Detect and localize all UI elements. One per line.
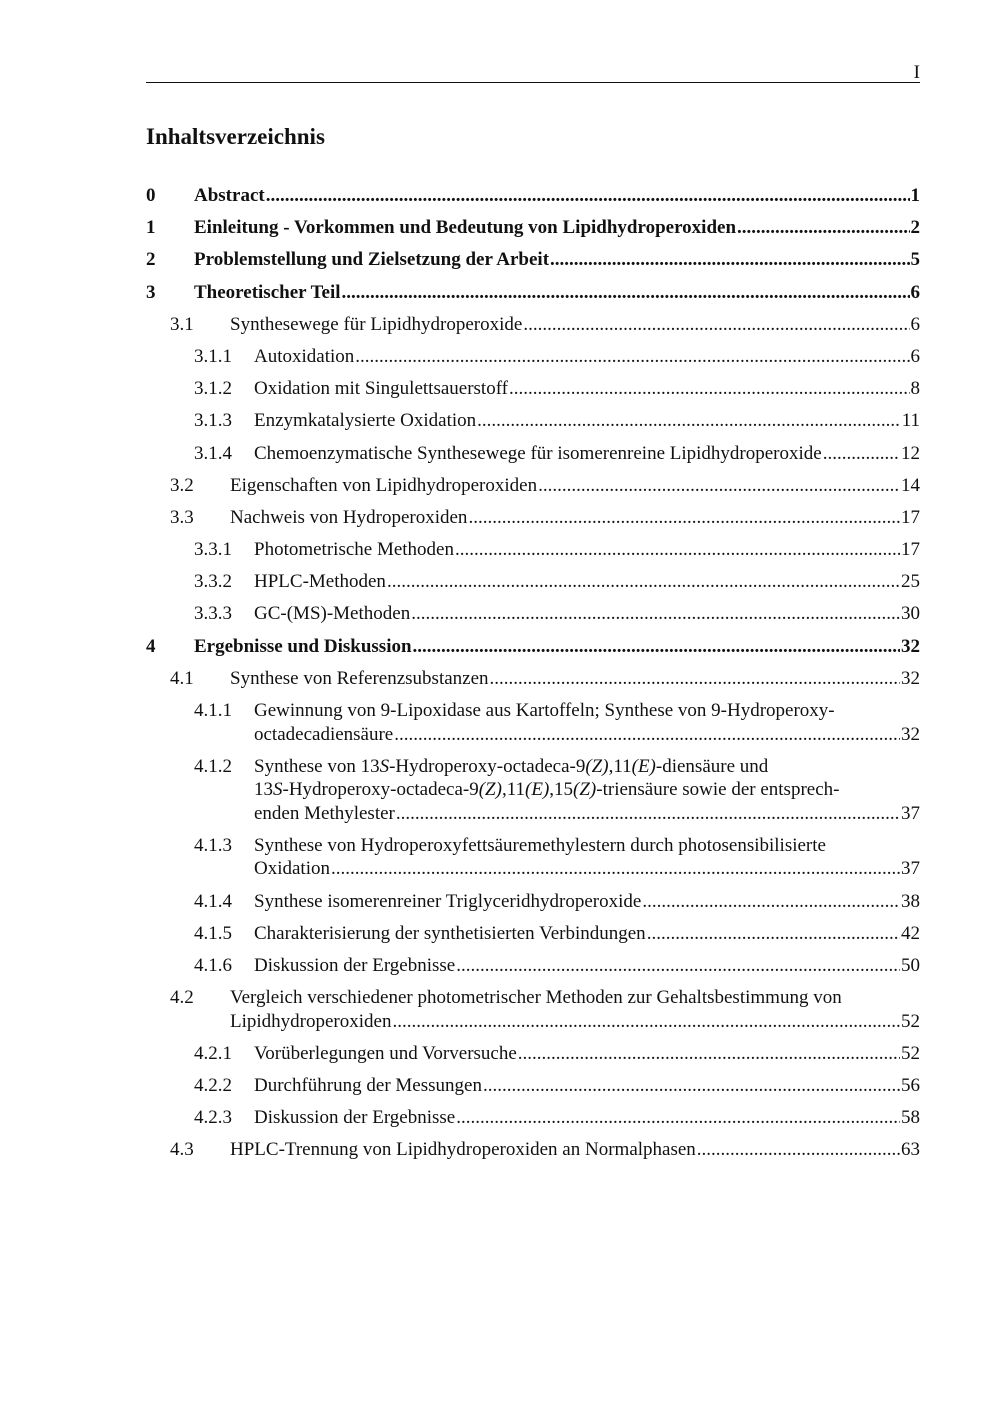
toc-entry-number: 1 [146,217,156,239]
toc-leader-dots [411,602,900,626]
toc-leader-dots [355,345,909,369]
toc-entry-number: 3.3 [170,506,194,528]
toc-entry-title-line: Synthese von 13S-Hydroperoxy-octadeca-9(Z),11(E)-diensäure und [254,755,769,777]
toc-entry-page: 37 [901,858,920,880]
toc-entry[interactable] [146,184,920,208]
toc-leader-dots [413,635,900,659]
toc-entry-title: Chemoenzymatische Synthesewege für isomerenreine Lipidhydroperoxide [254,442,822,464]
toc-entry-page: 8 [910,378,920,400]
toc-entry-number: 4.2.1 [194,1042,232,1064]
toc-entry-page: 58 [901,1107,920,1129]
toc-entry-page: 52 [901,1010,920,1032]
toc-entry-title: Ergebnisse und Diskussion [194,635,412,657]
toc-entry[interactable] [146,922,920,946]
toc-entry-title: Diskussion der Ergebnisse [254,1107,456,1129]
toc-leader-dots [477,409,901,433]
toc-entry-title: GC-(MS)-Methoden [254,603,411,625]
toc-entry-title: Eigenschaften von Lipidhydroperoxiden [230,474,538,496]
toc-entry[interactable] [146,755,920,826]
toc-entry-page: 5 [910,249,920,271]
toc-entry[interactable] [146,281,920,305]
toc-entry-title: Enzymkatalysierte Oxidation [254,410,477,432]
toc-leader-dots [523,313,909,337]
toc-entry-number: 3.2 [170,474,194,496]
toc-entry-number: 4.1.3 [194,834,232,856]
toc-entry-title: Abstract [194,185,265,206]
toc-entry-title-line: Gewinnung von 9-Lipoxidase aus Kartoffeln; Synthese von 9-Hydroperoxy- [254,700,835,721]
page-number: I [913,62,920,83]
toc-entry[interactable] [146,216,920,240]
toc-entry-title: octadecadiensäure [254,723,394,745]
toc-entry-title: enden Methylester [254,802,395,824]
toc-leader-dots [642,890,900,914]
toc-leader-dots [509,377,909,401]
toc-leader-dots [737,216,909,240]
toc-entry-page: 6 [910,281,920,303]
toc-entry[interactable] [146,1106,920,1130]
toc-entry-page: 38 [901,890,920,912]
toc-entry-title: Synthese isomerenreiner Triglyceridhydroperoxide [254,890,642,912]
toc-entry[interactable] [146,1138,920,1162]
toc-entry[interactable] [146,986,920,1033]
toc-leader-dots [266,184,910,208]
toc-entry[interactable] [146,602,920,626]
toc-entry[interactable] [146,890,920,914]
toc-leader-dots [483,1074,900,1098]
toc-entry-page: 63 [901,1139,920,1161]
toc-entry-page: 56 [901,1075,920,1096]
toc-leader-dots [394,723,900,747]
toc-entry-page: 6 [910,313,920,335]
toc-leader-dots [518,1042,900,1066]
toc-entry-number: 4.1.5 [194,922,232,944]
toc-entry[interactable] [146,1042,920,1066]
toc-entry-page: 32 [901,635,920,657]
toc-entry-title: Theoretischer Teil [194,281,341,303]
toc-entry[interactable] [146,570,920,594]
toc-entry-page: 52 [901,1042,920,1064]
toc-entry-number: 3.3.2 [194,571,232,593]
toc-entry-number: 4.1.2 [194,755,232,777]
table-of-contents [146,184,920,1171]
toc-leader-dots [456,1106,900,1130]
toc-entry[interactable] [146,1074,920,1098]
toc-entry[interactable] [146,635,920,659]
toc-entry-page: 12 [901,442,920,464]
toc-entry[interactable] [146,377,920,401]
toc-entry-number: 4.2 [170,987,194,1009]
toc-entry-page: 42 [901,922,920,944]
toc-entry[interactable] [146,834,920,881]
toc-entry-number: 3.1 [170,313,194,335]
toc-leader-dots [387,570,900,594]
toc-entry-title: HPLC-Trennung von Lipidhydroperoxiden an Normalphasen [230,1139,696,1161]
toc-entry-number: 4.2.3 [194,1107,232,1129]
toc-entry-page: 32 [901,723,920,745]
toc-entry-title: HPLC-Methoden [254,571,386,593]
toc-leader-dots [550,248,909,272]
toc-entry-title-line: 13S-Hydroperoxy-octadeca-9(Z),11(E),15(Z)-triensäure sowie der entsprech- [254,779,840,801]
toc-entry[interactable] [146,442,920,466]
toc-entry[interactable] [146,313,920,337]
toc-entry-number: 3.1.3 [194,410,232,432]
toc-entry-number: 3.1.2 [194,378,232,400]
toc-entry-number: 3.3.1 [194,539,232,561]
toc-leader-dots [468,506,900,530]
toc-entry-number: 0 [146,185,156,206]
toc-entry[interactable] [146,538,920,562]
toc-entry-title: Charakterisierung der synthetisierten Verbindungen [254,922,646,944]
toc-leader-dots [396,802,900,826]
toc-entry-number: 3.1.4 [194,442,232,464]
toc-entry-page: 17 [901,506,920,528]
toc-leader-dots [331,857,900,881]
toc-entry-title: Oxidation [254,858,330,880]
toc-leader-dots [342,281,910,305]
toc-entry-title-line: Vergleich verschiedener photometrischer Methoden zur Gehaltsbestimmung von [230,987,842,1009]
toc-entry-number: 4 [146,635,156,657]
toc-entry-page: 11 [901,410,920,432]
toc-entry-number: 4.1 [170,667,194,689]
toc-entry-page: 14 [901,474,920,496]
toc-entry-title: Einleitung - Vorkommen und Bedeutung von Lipidhydroperoxiden [194,217,737,239]
toc-entry-number: 2 [146,249,156,271]
toc-entry[interactable] [146,506,920,530]
toc-entry-page: 32 [901,667,920,689]
toc-entry-page: 17 [901,539,920,561]
toc-entry-title: Synthesewege für Lipidhydroperoxide [230,313,523,335]
toc-leader-dots [490,667,900,691]
toc-entry-page: 6 [910,345,920,367]
toc-entry-title: Nachweis von Hydroperoxiden [230,506,468,528]
toc-leader-dots [392,1010,900,1034]
toc-entry-page: 1 [910,185,920,206]
toc-entry-number: 4.1.6 [194,954,232,976]
toc-entry-title: Photometrische Methoden [254,539,454,561]
header-rule [146,82,920,83]
toc-entry[interactable] [146,248,920,272]
toc-leader-dots [538,474,900,498]
toc-entry-number: 4.1.4 [194,890,232,912]
toc-entry-page: 37 [901,802,920,824]
toc-entry[interactable] [146,667,920,691]
toc-title: Inhaltsverzeichnis [146,124,325,149]
toc-entry-title: Synthese von Referenzsubstanzen [230,667,489,689]
toc-entry-page: 2 [910,217,920,239]
toc-entry-page: 25 [901,571,920,593]
toc-leader-dots [647,922,900,946]
toc-entry-title: Vorüberlegungen und Vorversuche [254,1042,517,1064]
toc-entry[interactable] [146,474,920,498]
toc-leader-dots [455,538,900,562]
toc-entry-page: 30 [901,603,920,625]
toc-entry[interactable] [146,409,920,433]
toc-entry-page: 50 [901,954,920,976]
toc-entry[interactable] [146,954,920,978]
toc-leader-dots [456,954,900,978]
toc-entry-number: 4.1.1 [194,700,232,721]
toc-entry[interactable] [146,345,920,369]
toc-entry-number: 4.3 [170,1139,194,1161]
toc-entry-number: 3 [146,281,156,303]
toc-entry-title: Diskussion der Ergebnisse [254,954,456,976]
toc-entry-title: Problemstellung und Zielsetzung der Arbeit [194,249,550,271]
toc-leader-dots [823,442,900,466]
toc-entry-number: 4.2.2 [194,1075,232,1096]
toc-entry-title: Lipidhydroperoxiden [230,1010,392,1032]
toc-entry[interactable] [146,699,920,746]
toc-entry-title: Autoxidation [254,345,355,367]
toc-entry-number: 3.3.3 [194,603,232,625]
toc-entry-title: Durchführung der Messungen [254,1075,482,1096]
toc-leader-dots [697,1138,900,1162]
toc-entry-title: Oxidation mit Singulettsauerstoff [254,378,509,400]
toc-entry-number: 3.1.1 [194,345,232,367]
toc-entry-title-line: Synthese von Hydroperoxyfettsäuremethylestern durch photosensibilisierte [254,834,826,856]
